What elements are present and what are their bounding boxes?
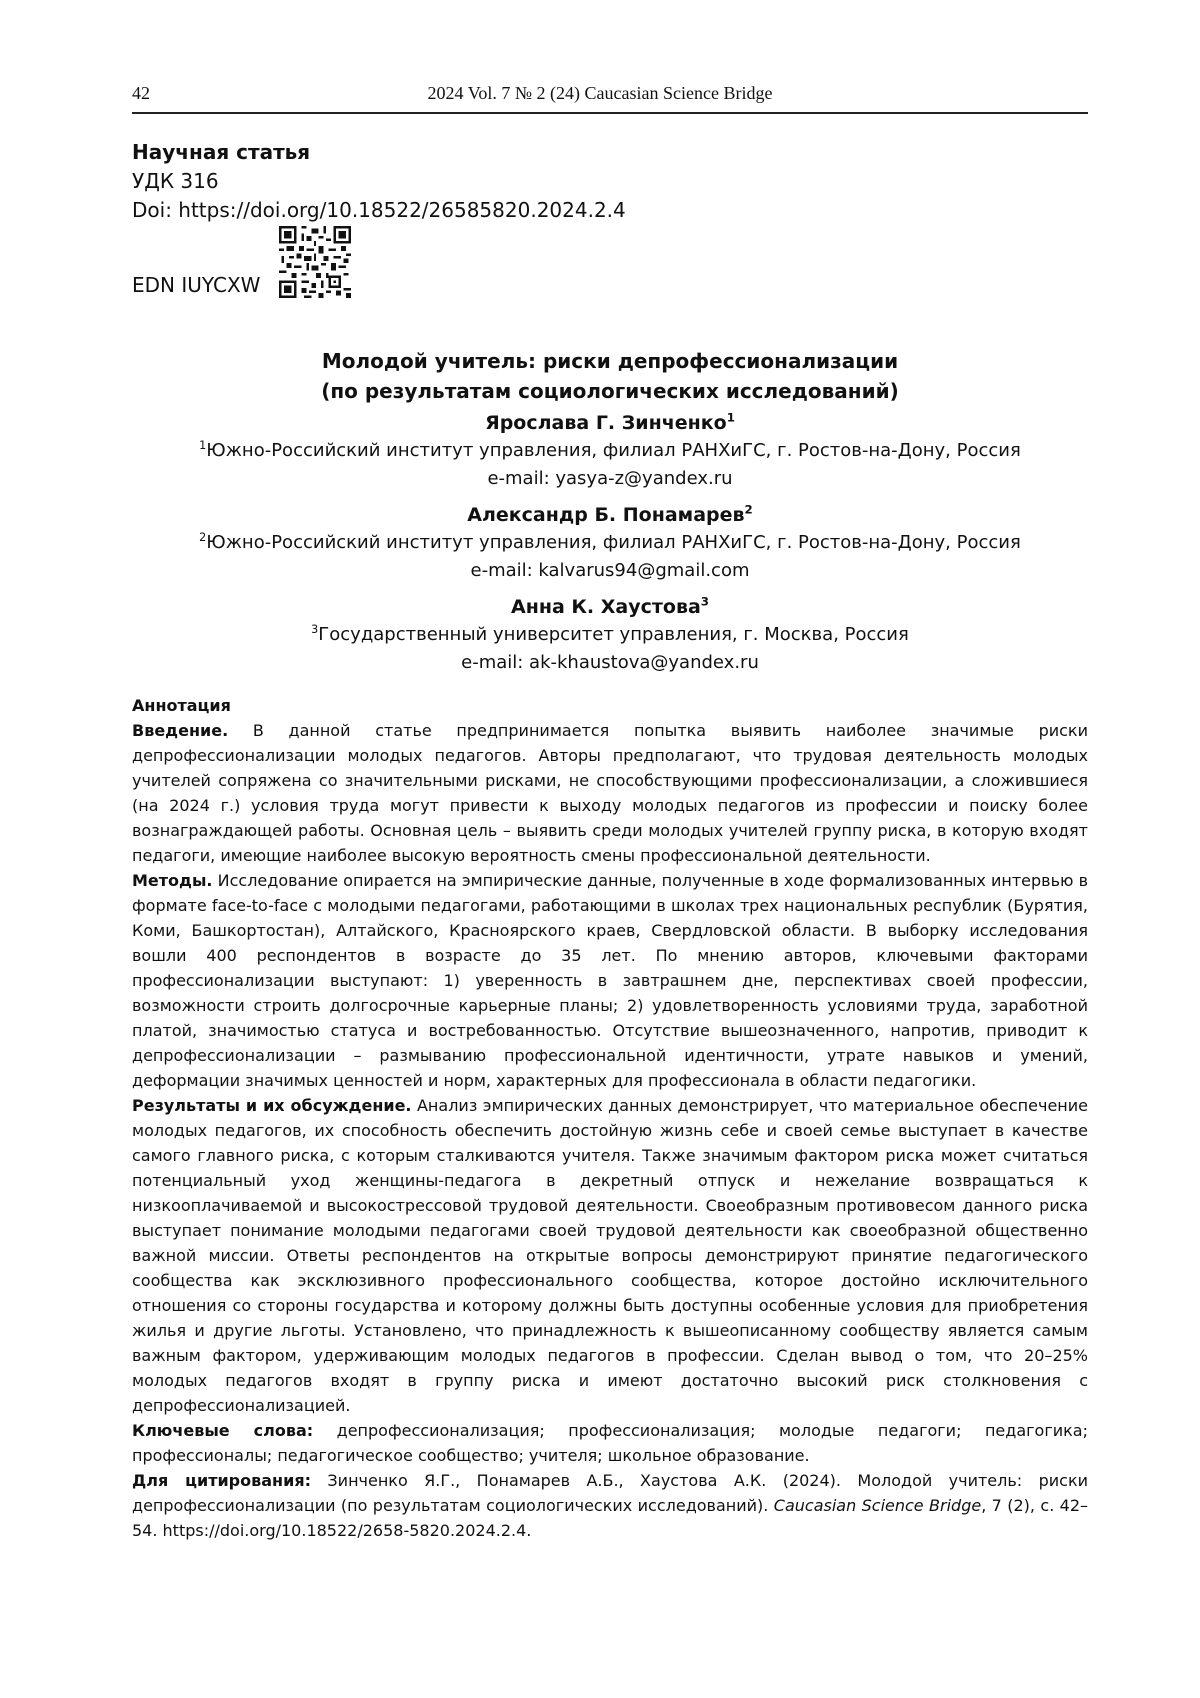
affiliation-text: Южно-Российский институт управления, филиал РАНХиГС, г. Ростов-на-Дону, Россия xyxy=(206,440,1021,461)
author-email[interactable]: e-mail: ak-khaustova@yandex.ru xyxy=(132,649,1088,677)
running-header xyxy=(132,83,1088,109)
keywords xyxy=(132,1418,1088,1468)
author-sup: 1 xyxy=(727,411,735,425)
citation xyxy=(132,1468,1088,1543)
affiliation-sup: 3 xyxy=(311,623,318,636)
abstract-introduction xyxy=(132,718,1088,868)
author-affiliation xyxy=(132,621,1088,649)
edn-code: EDN IUYCXW xyxy=(132,271,260,300)
journal-issue-line: 2024 Vol. 7 № 2 (24) Caucasian Science Bridge xyxy=(132,83,1068,104)
affiliation-sup: 2 xyxy=(199,531,206,544)
citation-text-end[interactable]: , 7 (2), с. 42–54. https://doi.org/10.18522/2658-5820.2024.2.4. xyxy=(132,1496,1088,1540)
abstract xyxy=(132,693,1088,1543)
intro-text: В данной статье предпринимается попытка выявить наиболее значимые риски депрофессионализации молодых педагогов. Авторы предполагают, что трудовая деятельность молодых учителей сопряжена со значительными рисками, не способствующими профессионализации, а сложившиеся (на 2024 г.) условия труда могут привести к выходу молодых педагогов из профессии и поиску более вознаграждающей работы. Основная цель – выявить среди молодых учителей группу риска, в которую входят педагоги, имеющие наиболее высокую вероятность смены профессиональной деятельности. xyxy=(132,721,1088,865)
citation-journal: Caucasian Science Bridge xyxy=(774,1496,981,1515)
methods-text: Исследование опирается на эмпирические данные, полученные в ходе формализованных интервью в формате face-to-face с молодыми педагогами, работающими в школах трех национальных республик (Бурятия, Коми, Башкортостан), Алтайского, Красноярского краев, Свердловской области. В выборку исследования вошли 400 респондентов в возрасте до 35 лет. По мнению авторов, ключевыми факторами профессионализации выступают: 1) уверенность в завтрашнем дне, перспективах своей профессии, возможности строить долгосрочные карьерные планы; 2) удовлетворенность условиями труда, заработной платой, значимостью статуса и востребованностью. Отсутствие вышеозначенного, напротив, приводит к депрофессионализации – размыванию профессиональной идентичности, утрате навыков и умений, деформации значимых ценностей и норм, характерных для профессионала в области педагогики. xyxy=(132,871,1088,1090)
qr-code-icon[interactable] xyxy=(279,226,351,298)
author-sup: 3 xyxy=(701,595,709,609)
intro-label: Введение. xyxy=(132,721,228,740)
author-name xyxy=(132,409,1088,437)
author-affiliation xyxy=(132,529,1088,557)
author-affiliation xyxy=(132,437,1088,465)
results-label: Результаты и их обсуждение. xyxy=(132,1096,412,1115)
author-name-text: Ярослава Г. Зинченко xyxy=(485,412,727,434)
keywords-text: депрофессионализация; профессионализация; молодые педагоги; педагогика; профессионалы; педагогическое сообщество; учителя; школьное образование. xyxy=(132,1421,1088,1465)
affiliation-text: Южно-Российский институт управления, филиал РАНХиГС, г. Ростов-на-Дону, Россия xyxy=(206,532,1021,553)
citation-label: Для цитирования: xyxy=(132,1471,311,1490)
author-email[interactable]: e-mail: yasya-z@yandex.ru xyxy=(132,465,1088,493)
methods-label: Методы. xyxy=(132,871,213,890)
citation-text: Зинченко Я.Г., Понамарев А.Б., Хаустова А.К. (2024). Молодой учитель: риски депрофессионализации (по результатам социологических исследований). xyxy=(132,1471,1088,1515)
results-text: Анализ эмпирических данных демонстрирует, что материальное обеспечение молодых педагогов, их способность обеспечить достойную жизнь себе и своей семье выступает в качестве самого главного риска, с которым сталкиваются учителя. Также значимым фактором риска может считаться потенциальный уход женщины-педагога в декретный отпуск и нежелание возвращаться к низкооплачиваемой и высокострессовой трудовой деятельности. Своеобразным противовесом данного риска выступает понимание молодыми педагогами своей трудовой деятельности как своеобразной общественно важной миссии. Ответы респондентов на открытые вопросы демонстрируют принятие педагогического сообщества как эксклюзивного профессионального сообщества, которое достойно исключительного отношения со стороны государства и которому должны быть доступны особенные условия для приобретения жилья и другие льготы. Установлено, что принадлежность к вышеописанному сообществу является самым важным фактором, удерживающим молодых педагогов в профессии. Сделан вывод о том, что 20–25% молодых педагогов входят в группу риска и имеют достаточно высокий риск столкновения с депрофессионализацией. xyxy=(132,1096,1088,1415)
paper-page xyxy=(0,0,1200,1698)
article-title xyxy=(132,346,1088,406)
abstract-methods xyxy=(132,868,1088,1093)
article-type: Научная статья xyxy=(132,138,626,167)
page-number: 42 xyxy=(132,83,150,104)
header-rule xyxy=(132,112,1088,114)
title-line-2: (по результатам социологических исследований) xyxy=(132,376,1088,406)
keywords-label: Ключевые слова: xyxy=(132,1421,313,1440)
author-name xyxy=(132,501,1088,529)
author-sup: 2 xyxy=(745,503,753,517)
author-name-text: Анна К. Хаустова xyxy=(511,596,701,618)
author-block-1 xyxy=(132,409,1088,493)
doi-link[interactable]: Doi: https://doi.org/10.18522/26585820.2024.2.4 xyxy=(132,196,626,225)
author-email[interactable]: e-mail: kalvarus94@gmail.com xyxy=(132,557,1088,585)
title-line-1: Молодой учитель: риски депрофессионализации xyxy=(132,346,1088,376)
author-block-2 xyxy=(132,501,1088,585)
front-matter xyxy=(132,138,626,299)
author-name xyxy=(132,593,1088,621)
affiliation-text: Государственный университет управления, г. Москва, Россия xyxy=(318,624,909,645)
udc-code: УДК 316 xyxy=(132,167,626,196)
edn-row xyxy=(132,225,626,299)
author-block-3 xyxy=(132,593,1088,677)
author-name-text: Александр Б. Понамарев xyxy=(467,504,744,526)
abstract-heading: Аннотация xyxy=(132,693,1088,718)
abstract-results xyxy=(132,1093,1088,1418)
affiliation-sup: 1 xyxy=(199,439,206,452)
